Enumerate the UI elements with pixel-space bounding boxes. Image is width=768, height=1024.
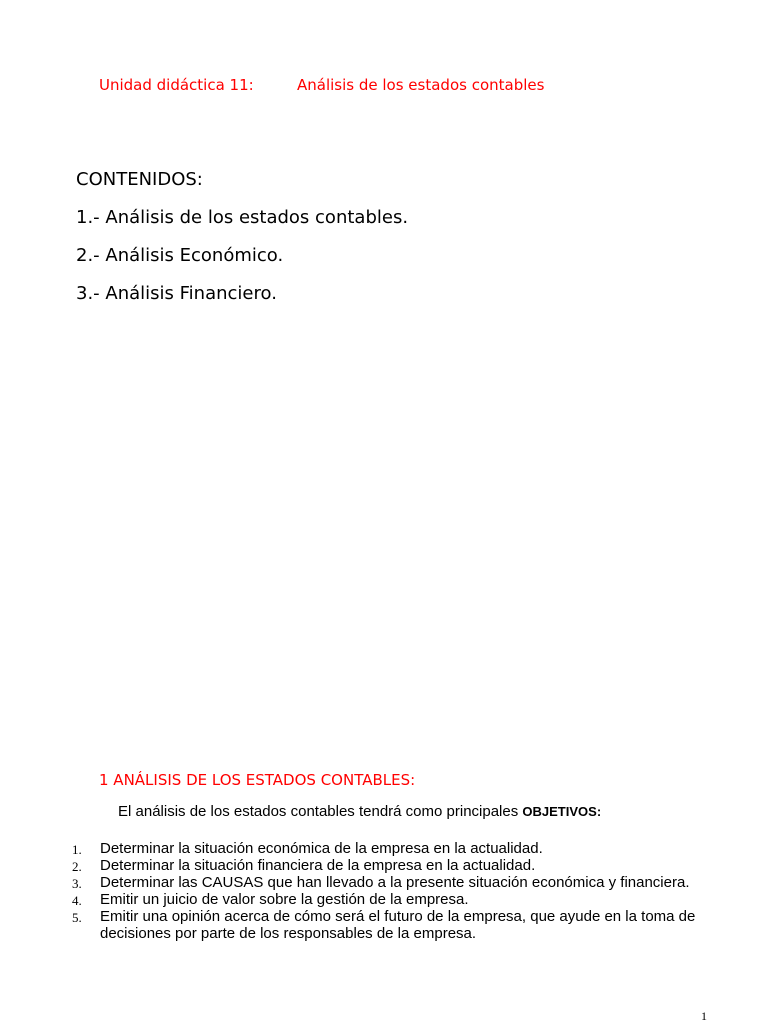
- contents-item: 2.- Análisis Económico.: [76, 245, 284, 266]
- unit-title: Análisis de los estados contables: [297, 76, 545, 94]
- list-item: [72, 857, 712, 874]
- list-item-number: 5.: [72, 910, 82, 925]
- list-item-number: 1.: [72, 842, 82, 857]
- list-item-text: Determinar la situación financiera de la empresa en la actualidad.: [100, 857, 536, 874]
- list-item: [72, 891, 712, 908]
- section-intro: [118, 803, 601, 820]
- list-item: [72, 840, 712, 857]
- document-header: [99, 76, 544, 94]
- section-title: 1 ANÁLISIS DE LOS ESTADOS CONTABLES:: [99, 771, 416, 789]
- list-item-text: Emitir un juicio de valor sobre la gestión de la empresa.: [100, 891, 469, 908]
- contents-item: 3.- Análisis Financiero.: [76, 283, 277, 304]
- intro-bold: OBJETIVOS:: [522, 804, 602, 819]
- list-item-number: 2.: [72, 859, 82, 874]
- list-item-text: Determinar las CAUSAS que han llevado a la presente situación económica y financiera.: [100, 874, 690, 891]
- contents-item: 1.- Análisis de los estados contables.: [76, 207, 409, 228]
- contents-block: [76, 161, 408, 313]
- list-item: [72, 908, 712, 942]
- unit-label: Unidad didáctica 11:: [99, 76, 254, 94]
- list-item-text: Determinar la situación económica de la empresa en la actualidad.: [100, 840, 543, 857]
- list-item-number: 3.: [72, 876, 82, 891]
- list-item-text: Emitir una opinión acerca de cómo será el futuro de la empresa, que ayude en la toma de decisiones por parte de los responsables de la empresa.: [100, 908, 696, 942]
- page-number: 1: [701, 1009, 707, 1023]
- intro-text: El análisis de los estados contables tendrá como principales: [118, 803, 519, 820]
- list-item-number: 4.: [72, 893, 82, 908]
- list-item: [72, 874, 712, 891]
- contents-heading: CONTENIDOS:: [76, 169, 203, 190]
- objectives-list: [72, 840, 712, 942]
